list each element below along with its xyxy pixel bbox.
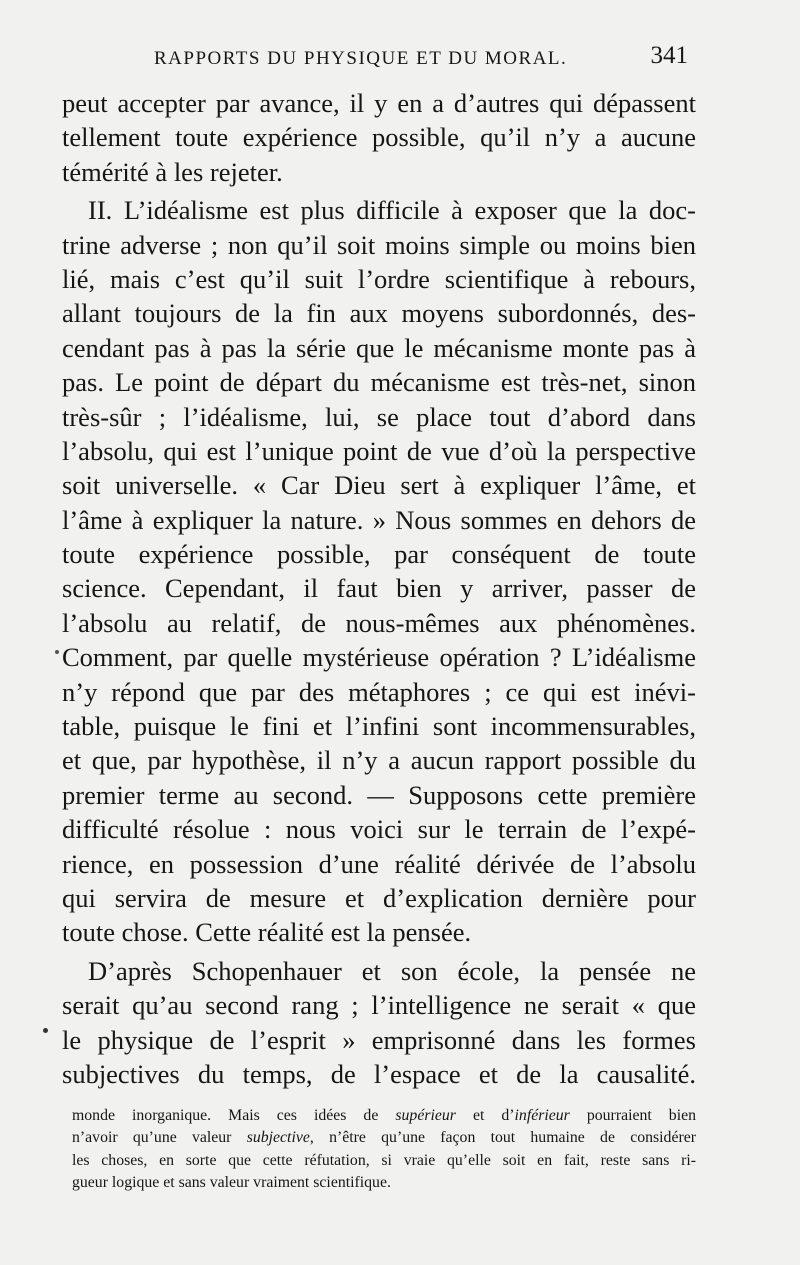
text-line: serait qu’au second rang ; l’intelligence ne serait « que xyxy=(62,990,696,1021)
text-line: rience, en possession d’une réalité dérivée de l’absolu xyxy=(62,848,696,879)
text-line: II. L’idéalisme est plus difficile à exposer que la doc- xyxy=(88,195,696,226)
footnote xyxy=(72,1105,696,1194)
footnote-line: monde inorganique. Mais ces idées de supérieur et d’inférieur pourraient bien xyxy=(72,1107,696,1124)
text-line: tellement toute expérience possible, qu’il n’y a aucune xyxy=(62,122,696,153)
margin-mark xyxy=(43,1028,48,1033)
text-line: soit universelle. « Car Dieu sert à expliquer l’âme, et xyxy=(62,470,696,501)
footnote-line: n’avoir qu’une valeur subjective, n’être qu’une façon tout humaine de considérer xyxy=(72,1129,696,1147)
text-line: n’y répond que par des métaphores ; ce qui est inévi- xyxy=(62,676,696,707)
text-line: difficulté résolue : nous voici sur le terrain de l’expé- xyxy=(62,814,696,845)
text-line: peut accepter par avance, il y en a d’autres qui dépassent xyxy=(62,88,696,118)
page-number: 341 xyxy=(650,42,688,69)
text-line: table, puisque le fini et l’infini sont incommensurables, xyxy=(62,711,696,742)
running-title: RAPPORTS DU PHYSIQUE ET DU MORAL. xyxy=(154,48,568,69)
text-line: premier terme au second. — Supposons cette première xyxy=(62,779,696,810)
text-line: qui servira de mesure et d’explication dernière pour xyxy=(62,882,696,913)
text-line: science. Cependant, il faut bien y arriver, passer de xyxy=(62,573,696,604)
footnote-line: les choses, en sorte que cette réfutation, si vraie qu’elle soit en fait, reste sans ri- xyxy=(72,1151,696,1169)
text-line: toute chose. Cette réalité est la pensée. xyxy=(62,917,472,948)
text-line: et que, par hypothèse, il n’y a aucun rapport possible du xyxy=(62,745,696,776)
text-line: l’absolu au relatif, de nous-mêmes aux phénomènes. xyxy=(62,607,696,638)
body-text xyxy=(62,86,696,1091)
text-line: cendant pas à pas la série que le mécanisme monte pas à xyxy=(62,332,696,363)
text-line: trine adverse ; non qu’il soit moins simple ou moins bien xyxy=(62,229,696,260)
page-header xyxy=(62,44,694,78)
text-line: Comment, par quelle mystérieuse opération ? L’idéalisme xyxy=(62,642,696,673)
text-line: très-sûr ; l’idéalisme, lui, se place tout d’abord dans xyxy=(62,401,696,432)
ink-speck xyxy=(55,650,59,654)
text-line: témérité à les rejeter. xyxy=(62,156,283,187)
text-line: allant toujours de la fin aux moyens subordonnés, des- xyxy=(62,298,696,329)
text-line: toute expérience possible, par conséquent de toute xyxy=(62,539,696,570)
text-line: pas. Le point de départ du mécanisme est très-net, sinon xyxy=(62,367,696,398)
text-line: le physique de l’esprit » emprisonné dans les formes xyxy=(62,1024,696,1055)
text-line: D’après Schopenhauer et son école, la pensée ne xyxy=(88,955,696,986)
text-line: l’âme à expliquer la nature. » Nous sommes en dehors de xyxy=(62,504,696,535)
footnote-line: gueur logique et sans valeur vraiment scientifique. xyxy=(72,1173,391,1191)
text-line: l’absolu, qui est l’unique point de vue d’où la perspective xyxy=(62,435,696,466)
text-line: subjectives du temps, de l’espace et de la causalité. xyxy=(62,1058,696,1089)
text-line: lié, mais c’est qu’il suit l’ordre scientifique à rebours, xyxy=(62,263,696,294)
